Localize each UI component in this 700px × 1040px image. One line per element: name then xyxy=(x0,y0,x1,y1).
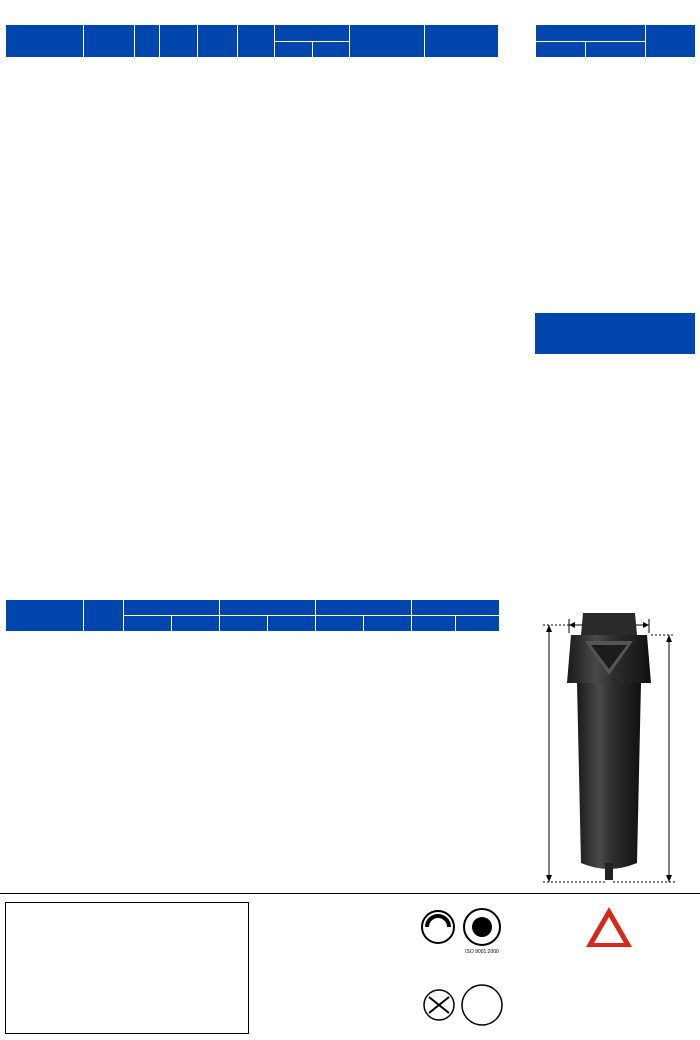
dim-col-a-ins xyxy=(172,616,220,632)
dim-col-a-mm xyxy=(124,616,172,632)
line-note xyxy=(535,313,695,354)
col-mint xyxy=(425,25,499,58)
footer-blank-box xyxy=(5,902,249,1034)
dim-col-lbs xyxy=(456,616,500,632)
col-model xyxy=(6,25,84,58)
dim-col-a xyxy=(124,600,220,616)
col-maxp xyxy=(275,25,350,42)
col-m3min xyxy=(159,25,197,58)
col-ls xyxy=(134,25,159,58)
line-pressure-table xyxy=(535,24,696,58)
col-line-pressure xyxy=(536,25,646,42)
spec-table xyxy=(5,24,499,58)
dim-col-c-ins xyxy=(364,616,412,632)
dim-col-weight xyxy=(412,600,500,616)
dim-col-kg xyxy=(412,616,456,632)
dim-col-b-mm xyxy=(220,616,268,632)
col-psig xyxy=(312,42,349,58)
dim-col-b xyxy=(220,600,316,616)
col-cfm xyxy=(237,25,274,58)
dh-logo xyxy=(584,905,634,949)
iso-text: ISO 9001:2000 xyxy=(465,949,499,955)
separator-drawing xyxy=(505,595,700,890)
dim-col-b-ins xyxy=(268,616,316,632)
col-m3hr xyxy=(198,25,238,58)
col-maxt xyxy=(350,25,425,58)
dim-col-model xyxy=(6,600,84,632)
certification-logos xyxy=(415,905,515,1035)
col-line-barg xyxy=(536,42,586,58)
dimension-table xyxy=(5,599,500,632)
footer-divider xyxy=(0,893,700,894)
dim-col-pipe xyxy=(84,600,124,632)
dim-col-c xyxy=(316,600,412,616)
col-pipe xyxy=(84,25,135,58)
col-barg xyxy=(275,42,312,58)
col-correction xyxy=(646,25,696,58)
col-line-psig xyxy=(586,42,646,58)
dim-col-c-mm xyxy=(316,616,364,632)
